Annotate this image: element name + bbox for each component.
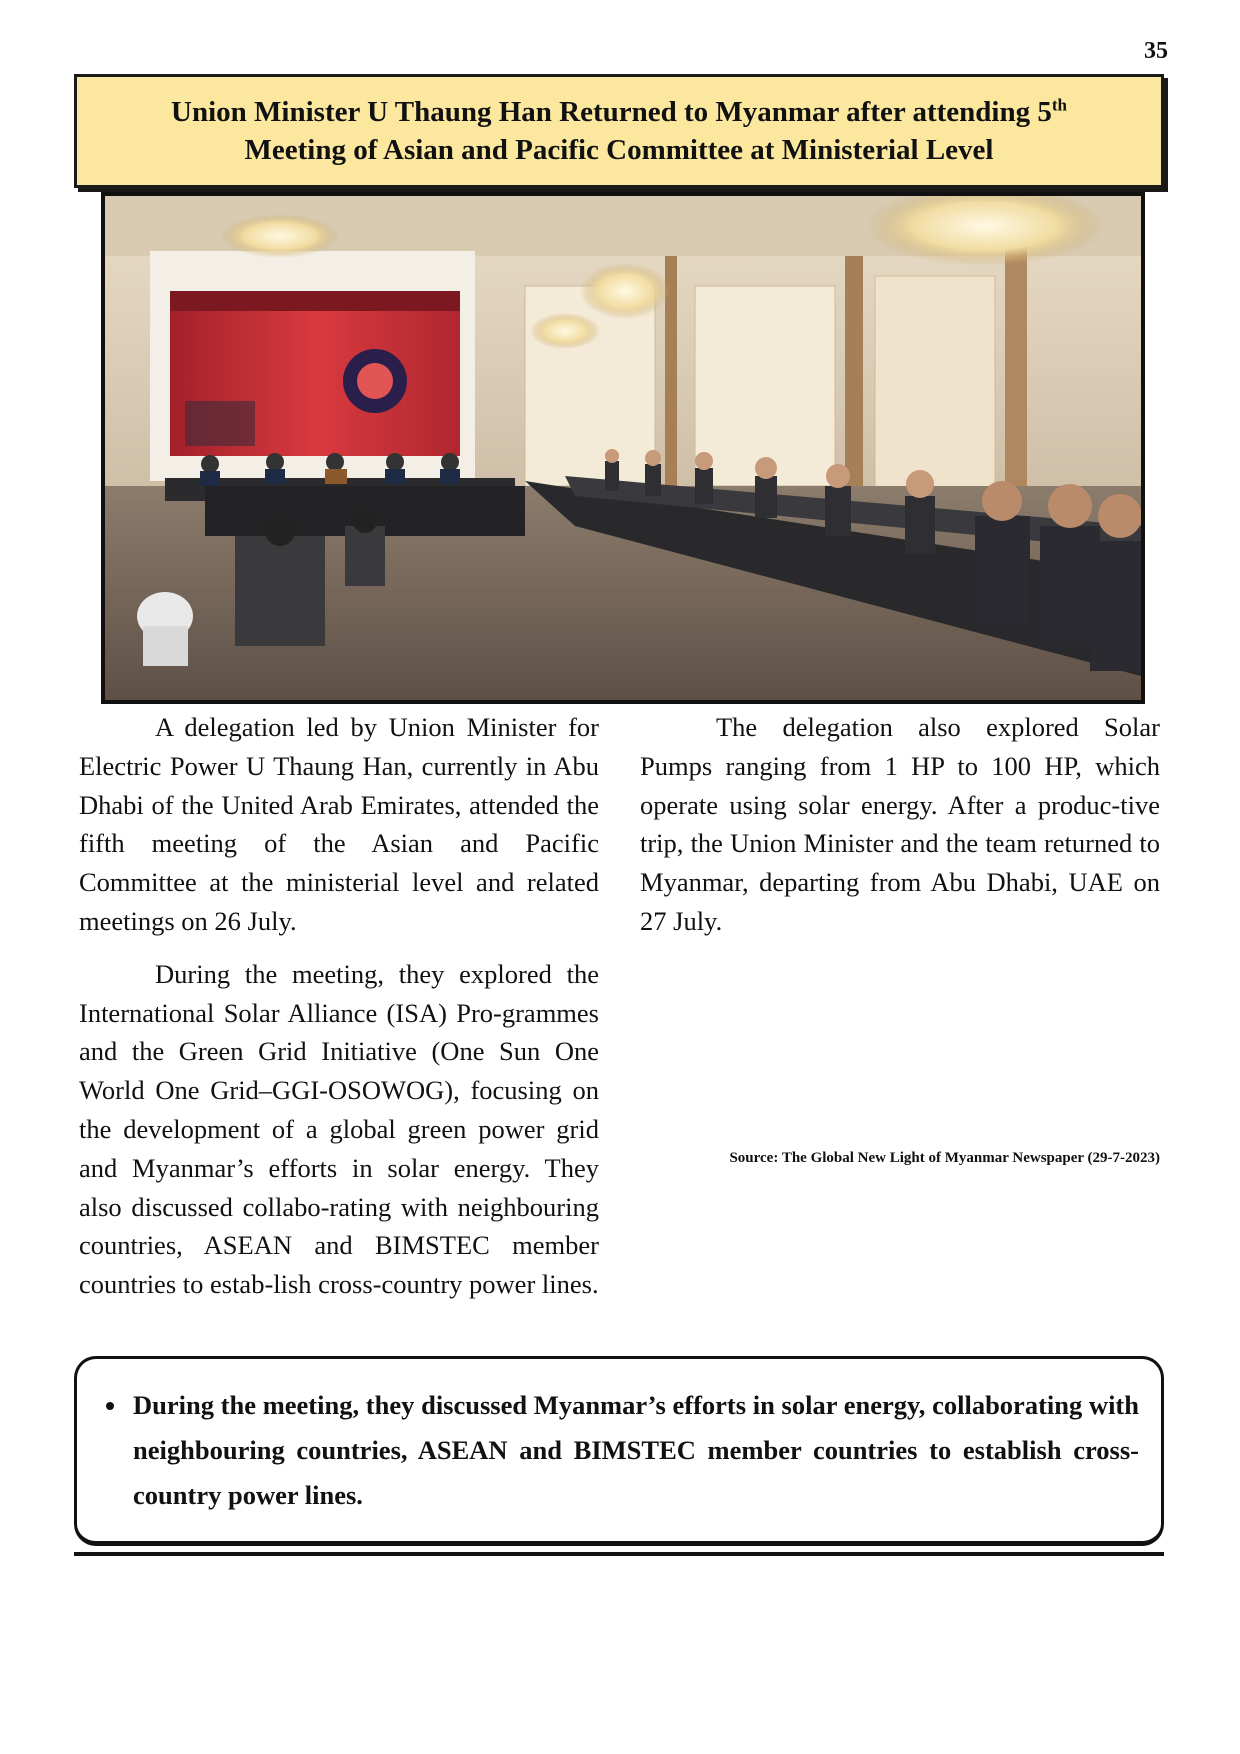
highlight-box xyxy=(74,1356,1164,1546)
left-column xyxy=(79,708,599,1318)
title-line-1 xyxy=(171,93,1067,131)
highlight-list xyxy=(77,1359,1161,1518)
title-box xyxy=(74,74,1164,188)
source-citation: Source: The Global New Light of Myanmar Newspaper (29-7-2023) xyxy=(729,1150,1160,1166)
highlight-bullet: • During the meeting, they discussed Myanmar’s efforts in solar energy, collaborating with neighbouring countries, ASEAN and BIMSTEC member countries to establish cross-country power lines. xyxy=(129,1383,1139,1518)
title-line-2: Meeting of Asian and Pacific Committee at Ministerial Level xyxy=(244,134,994,166)
paragraph: During the meeting, they explored the International Solar Alliance (ISA) Pro-grammes and the Green Grid Initiative (One Sun One World One Grid–GGI-OSOWOG), focusing on the development of a global green power grid and Myanmar’s efforts in solar energy. They also discussed collabo-rating with neighbouring countries, ASEAN and BIMSTEC member countries to estab-lish cross-country power lines. xyxy=(79,958,599,1300)
title-line-1-text: Union Minister U Thaung Han Returned to Myanmar after attending 5 xyxy=(171,96,1052,128)
page-number: 35 xyxy=(1144,38,1168,64)
meeting-photo xyxy=(101,192,1145,704)
right-column xyxy=(640,708,1160,955)
paragraph: The delegation also explored Solar Pumps ranging from 1 HP to 100 HP, which operate using solar energy. After a produc-tive trip, the Union Minister and the team returned to Myanmar, departing from Abu Dhabi, UAE on 27 July. xyxy=(640,712,1160,936)
meeting-photo-illustration xyxy=(105,196,1141,700)
bottom-rule xyxy=(74,1552,1164,1556)
paragraph: A delegation led by Union Minister for Electric Power U Thaung Han, currently in Abu Dhabi of the United Arab Emirates, attended the fifth meeting of the Asian and Pacific Committee at the ministerial level and related meetings on 26 July. xyxy=(79,712,599,936)
title-superscript: th xyxy=(1051,95,1067,115)
